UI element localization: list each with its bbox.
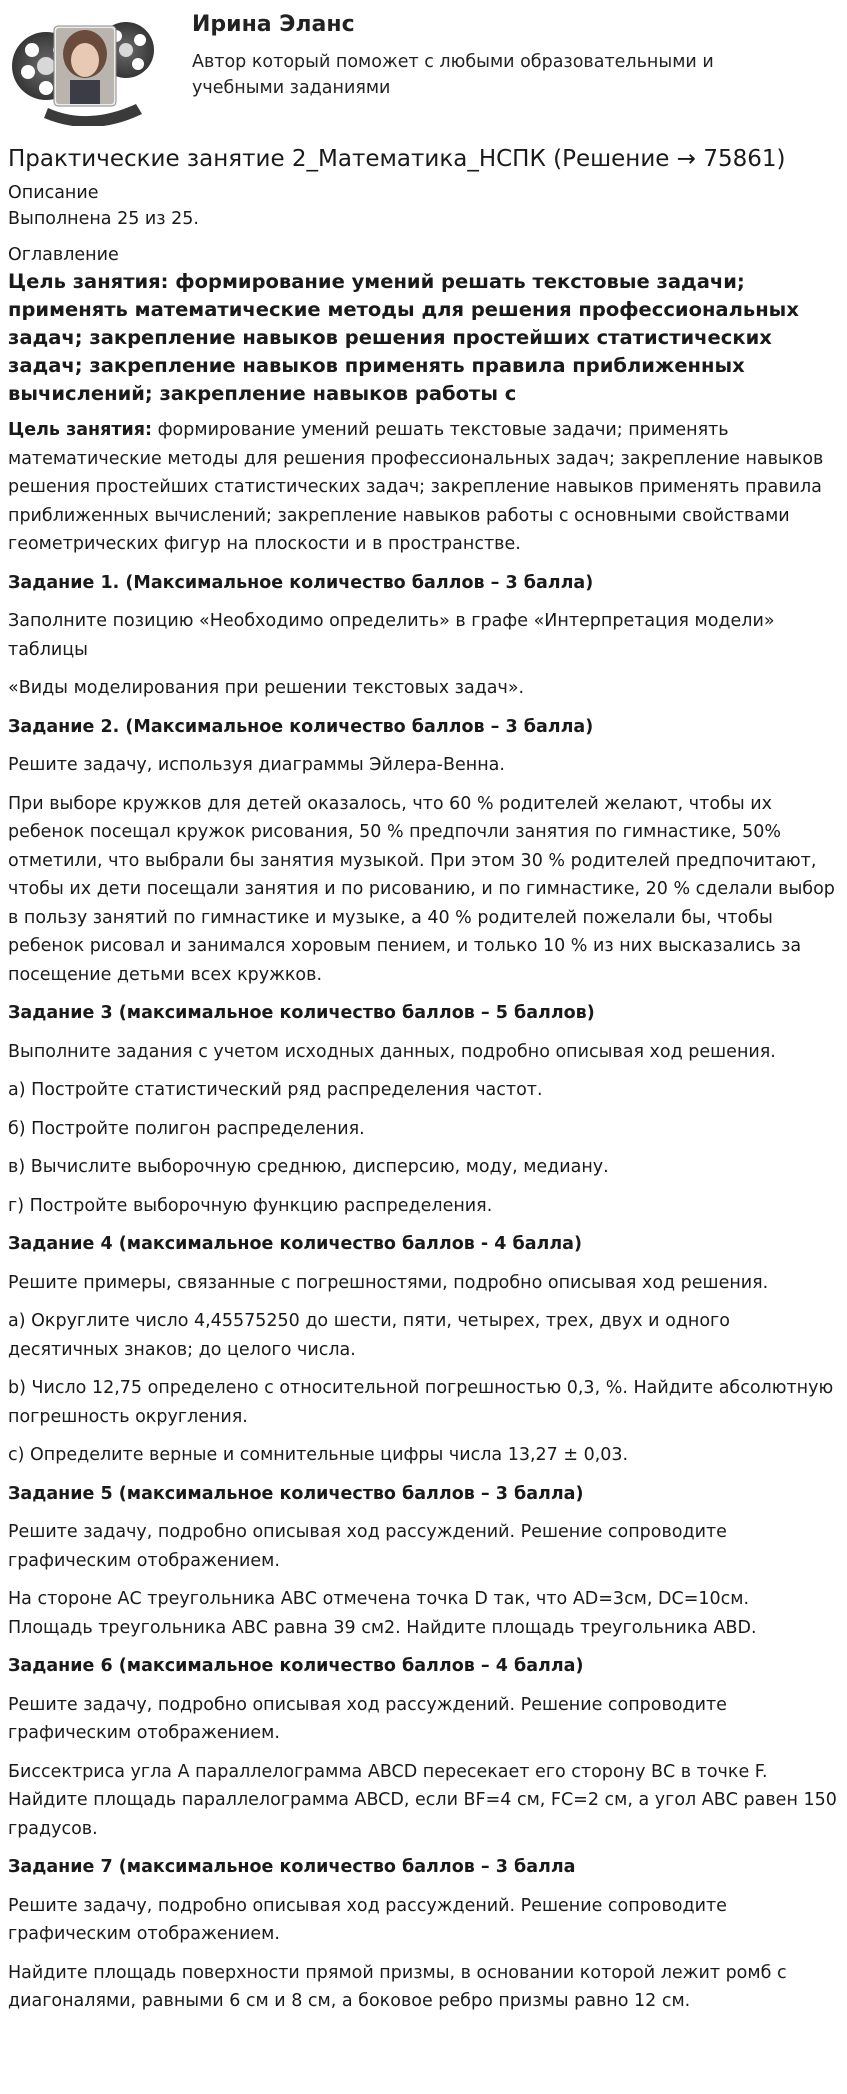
author-description: Автор который поможет с любыми образовательными и учебными заданиями <box>192 52 714 98</box>
task-7-heading: Задание 7 (максимальное количество баллов – 3 балла <box>8 1857 576 1877</box>
goal-text: формирование умений решать текстовые задачи; применять математические методы для решения профессиональных задач; закрепление навыков решения простейших статистических задач; закрепление навыков применять правила приближенных вычислений; закрепление навыков работы с основными свойствами геометрических фигур на плоскости и в пространстве. <box>8 420 824 554</box>
task-2-text-2: При выборе кружков для детей оказалось, что 60 % родителей желают, чтобы их ребенок посещал кружок рисования, 50 % предпочли занятия по гимнастике, 50% отметили, что выбрали бы занятия музыкой. При этом 30 % родителей предпочитают, чтобы их дети посещали занятия и по рисованию, и по гимнастике, 20 % сделали выбор в пользу занятий по гимнастике и музыке, а 40 % родителей пожелали бы, чтобы ребенок рисовал и занимался хоровым пением, и только 10 % из них высказались за посещение детьми всех кружков. <box>8 793 835 985</box>
task-5-heading: Задание 5 (максимальное количество баллов – 3 балла) <box>8 1483 584 1504</box>
task-7-text-1: Решите задачу, подробно описывая ход рассуждений. Решение сопроводите графическим отображением. <box>8 1895 727 1944</box>
goal-paragraph <box>8 416 839 559</box>
task-2-heading: Задание 2. (Максимальное количество баллов – 3 балла) <box>8 716 594 737</box>
document-title: Практические занятие 2_Математика_НСПК (Решение → 75861) <box>8 146 786 172</box>
task-1-text-1: Заполните позицию «Необходимо определить» в графе «Интерпретация модели» таблицы <box>8 611 775 660</box>
task-1-text-2: «Виды моделирования при решении текстовых задач». <box>8 678 525 698</box>
task-2-text-1: Решите задачу, используя диаграммы Эйлера-Венна. <box>8 755 505 775</box>
author-name[interactable]: Ирина Эланс <box>192 12 355 37</box>
task-3-item-b: б) Постройте полигон распределения. <box>8 1118 365 1139</box>
document-content <box>8 416 839 2016</box>
task-3-text-1: Выполните задания с учетом исходных данных, подробно описывая ход решения. <box>8 1041 776 1062</box>
task-3-item-c: в) Вычислите выборочную среднюю, дисперсию, моду, медиану. <box>8 1157 609 1177</box>
task-4-item-b: b) Число 12,75 определено с относительной погрешностью 0,3, %. Найдите абсолютную погрешность округления. <box>8 1378 834 1427</box>
task-6-text-1: Решите задачу, подробно описывая ход рассуждений. Решение сопроводите графическим отображением. <box>8 1694 727 1743</box>
toc-label: Оглавление <box>8 245 119 265</box>
task-4-item-a: а) Округлите число 4,45575250 до шести, пяти, четырех, трех, двух и одного десятичных знаков; до целого числа. <box>8 1311 730 1360</box>
film-reel-avatar-icon[interactable] <box>8 8 158 126</box>
author-info <box>192 8 792 101</box>
task-7-text-2: Найдите площадь поверхности прямой призмы, в основании которой лежит ромб с диагоналями, равными 6 см и 8 см, а боковое ребро призмы равно 12 см. <box>8 1962 787 2011</box>
description-value: Выполнена 25 из 25. <box>8 209 199 229</box>
task-1-heading: Задание 1. (Максимальное количество баллов – 3 балла) <box>8 572 594 593</box>
task-5-text-1: Решите задачу, подробно описывая ход рассуждений. Решение сопроводите графическим отображением. <box>8 1522 727 1571</box>
task-5-text-2: На стороне АС треугольника АВС отмечена точка D так, что AD=3см, DC=10см. Площадь треугольника АВС равна 39 см2. Найдите площадь треугольника ABD. <box>8 1589 757 1638</box>
task-4-heading: Задание 4 (максимальное количество баллов - 4 балла) <box>8 1234 582 1254</box>
toc-heading-link[interactable]: Цель занятия: формирование умений решать текстовые задачи; применять математические методы для решения профессиональных задач; закрепление навыков решения простейших статистических задач; закрепление навыков применять правила приближенных вычислений; закрепление навыков работы с <box>8 270 799 405</box>
task-4-text-1: Решите примеры, связанные с погрешностями, подробно описывая ход решения. <box>8 1272 769 1293</box>
description-label: Описание <box>8 183 99 203</box>
goal-label: Цель занятия: <box>8 420 153 440</box>
task-6-text-2: Биссектриса угла А параллелограмма ABCD пересекает его сторону ВС в точке F. Найдите площадь параллелограмма ABCD, если BF=4 см, FC=2 см, а угол АВС равен 150 градусов. <box>8 1761 837 1839</box>
task-4-item-c: с) Определите верные и сомнительные цифры числа 13,27 ± 0,03. <box>8 1445 629 1465</box>
task-3-heading: Задание 3 (максимальное количество баллов – 5 баллов) <box>8 1003 595 1023</box>
task-3-item-a: а) Постройте статистический ряд распределения частот. <box>8 1080 543 1100</box>
task-3-item-d: г) Постройте выборочную функцию распределения. <box>8 1195 493 1216</box>
task-6-heading: Задание 6 (максимальное количество баллов – 4 балла) <box>8 1656 584 1676</box>
author-card <box>8 0 839 132</box>
